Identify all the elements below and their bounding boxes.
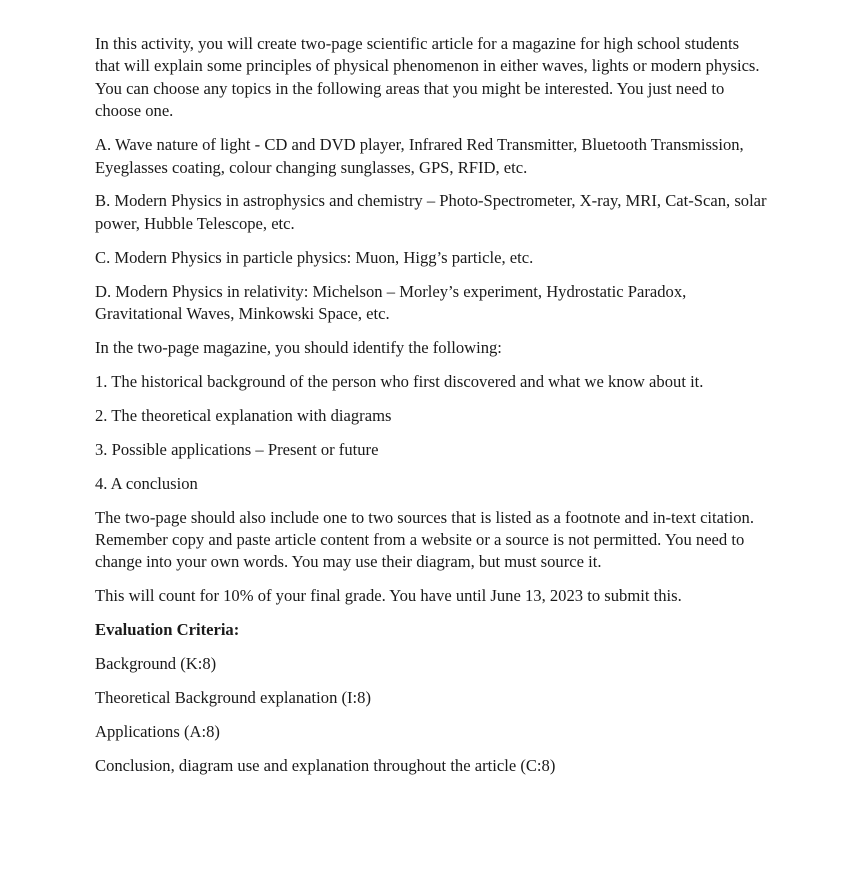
topic-item-a: A. Wave nature of light - CD and DVD player, Infrared Red Transmitter, Bluetooth Transmission, Eyeglasses coating, colour changing sunglasses, GPS, RFID, etc. bbox=[95, 135, 744, 177]
assignment-document bbox=[95, 33, 767, 789]
topic-item-c: C. Modern Physics in particle physics: Muon, Higg’s particle, etc. bbox=[95, 247, 534, 267]
criteria-item-knowledge: Background (K:8) bbox=[95, 654, 217, 674]
requirement-item-1: 1. The historical background of the person who first discovered and what we know about it. bbox=[95, 371, 704, 391]
requirement-item-2: 2. The theoretical explanation with diagrams bbox=[95, 405, 392, 425]
requirement-item-4: 4. A conclusion bbox=[95, 473, 198, 493]
topic-item-d: D. Modern Physics in relativity: Michelson – Morley’s experiment, Hydrostatic Paradox, Gravitational Waves, Minkowski Space, etc. bbox=[95, 281, 687, 324]
requirement-item-3: 3. Possible applications – Present or future bbox=[95, 439, 379, 459]
identify-intro: In the two-page magazine, you should identify the following: bbox=[95, 337, 502, 357]
criteria-item-inquiry: Theoretical Background explanation (I:8) bbox=[95, 687, 371, 707]
criteria-heading: Evaluation Criteria: bbox=[95, 620, 240, 640]
grade-paragraph: This will count for 10% of your final grade. You have until June 13, 2023 to submit this. bbox=[95, 586, 682, 606]
sources-paragraph: The two-page should also include one to two sources that is listed as a footnote and in-text citation. Remember copy and paste article content from a website or a source is not permitted. You need to change into your own words. You may use their diagram, but must source it. bbox=[95, 507, 754, 572]
intro-paragraph: In this activity, you will create two-page scientific article for a magazine for high school students that will explain some principles of physical phenomenon in either waves, lights or modern physics. You can choose any topics in the following areas that you might be interested. You just need to choose one. bbox=[95, 34, 760, 121]
criteria-item-communication: Conclusion, diagram use and explanation throughout the article (C:8) bbox=[95, 755, 556, 775]
criteria-item-application: Applications (A:8) bbox=[95, 721, 220, 741]
topic-item-b: B. Modern Physics in astrophysics and chemistry – Photo-Spectrometer, X-ray, MRI, Cat-Scan, solar power, Hubble Telescope, etc. bbox=[95, 191, 767, 233]
